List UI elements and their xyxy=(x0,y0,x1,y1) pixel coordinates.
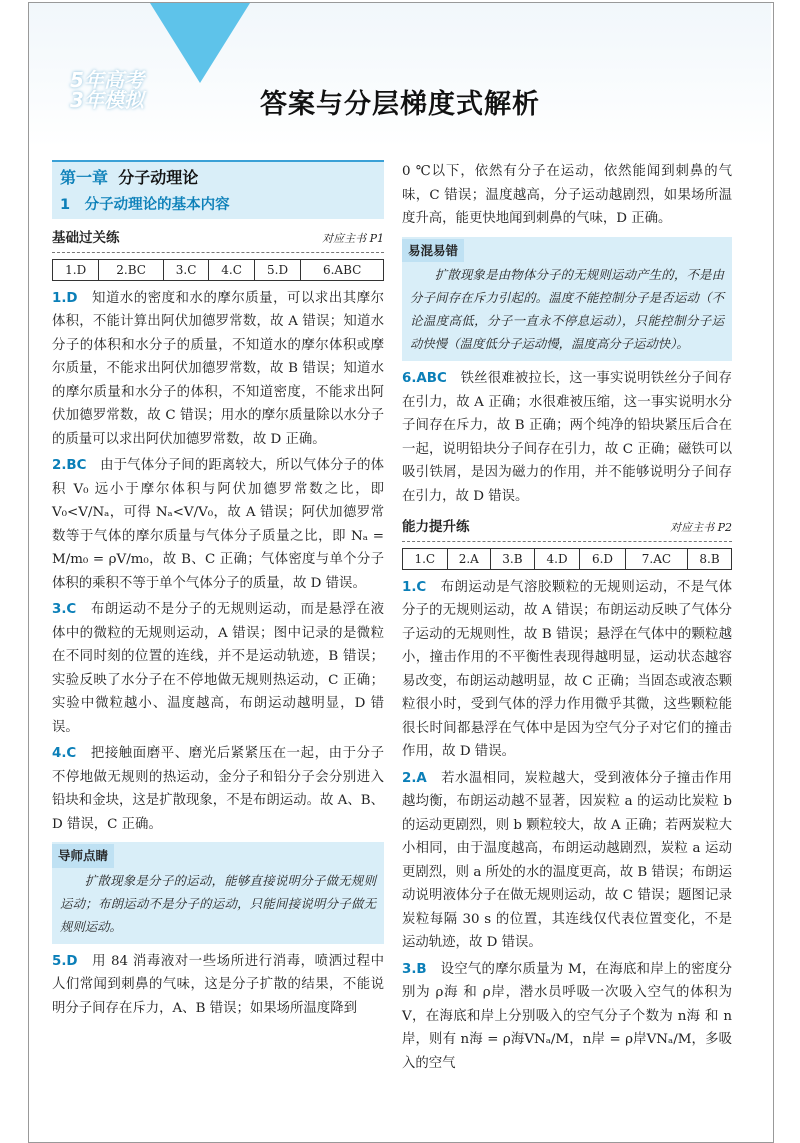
ability-section-name: 能力提升练 xyxy=(402,519,470,535)
explanation-item xyxy=(402,367,732,508)
explanation-item xyxy=(52,454,384,595)
section-title: 1 分子动理论的基本内容 xyxy=(60,196,230,213)
item-number: 2.A xyxy=(402,770,427,786)
item-text: 知道水的密度和水的摩尔质量，可以求出其摩尔体积，不能计算出阿伏加德罗常数，故 A 错误；知道水分子的体积和水分子的质量，不知道水的摩尔体积或摩尔质量，不能求出阿伏加德罗常数，故 B 错误；知道水的摩尔质量和水分子的体积，不知道密度，不能求出阿伏加德罗常数，故 C 错误；用水的摩尔质量除以水分子的质量可以求出阿伏加德罗常数，故 D 正确。 xyxy=(52,290,385,447)
answer-cell: 4.D xyxy=(534,548,579,569)
right-column xyxy=(402,160,732,1075)
tutor-note-tag: 导师点睛 xyxy=(52,844,114,868)
item-text: 铁丝很难被拉长，这一事实说明铁丝分子间存在引力，故 A 正确；水很难被压缩，这一事实说明水分子间存在斥力，故 B 正确；两个纯净的铅块紧压后合在一起，说明铅块分子间存在引力，故 C 正确；磁铁可以吸引铁屑，是因为磁力的作用，并不能够说明分子间存在引力，故 D 错误。 xyxy=(402,371,733,504)
left-column xyxy=(52,160,384,1020)
item-text: 布朗运动是气溶胶颗粒的无规则运动，不是气体分子的无规则运动，故 A 错误；布朗运动反映了气体分子运动的无规则性，故 B 错误；悬浮在气体中的颗粒越小，撞击作用的不平衡性表现得越明显，运动状态越容易改变，布朗运动越明显，故 C 正确；当固态或液态颗粒很小时，受到气体的浮力作用微乎其微，这些颗粒能很长时间都悬浮在气体中是因为空气分子对它们的撞击作用，故 D 错误。 xyxy=(402,579,732,759)
item-number: 1.C xyxy=(402,579,427,595)
item-number: 1.D xyxy=(52,290,78,306)
answer-cell: 1.D xyxy=(53,259,99,280)
chapter-heading xyxy=(52,160,384,219)
answer-cell: 1.C xyxy=(403,548,448,569)
item-number: 3.B xyxy=(402,961,427,977)
ability-section-header xyxy=(402,516,732,542)
answer-cell: 6.ABC xyxy=(301,259,384,280)
item-number: 5.D xyxy=(52,953,78,969)
item-text: 若水温相同，炭粒越大，受到液体分子撞击作用越均衡，布朗运动越不显著，因炭粒 a 的运动比炭粒 b 的运动更剧烈，则 b 颗粒较大，故 A 正确；若两炭粒大小相同，由于温度越高，布朗运动越剧烈，炭粒 a 运动更剧烈，则 a 所处的水的温度更高，故 B 错误；布朗运动说明液体分子在做无规则运动，故 C 错误；题图记录炭粒每隔 30 s 的位置，其连线仅代表位置变化，不是运动轨迹，故 D 错误。 xyxy=(402,770,733,950)
answer-cell: 7.AC xyxy=(625,548,687,569)
logo-line-2: 3年模拟 xyxy=(70,88,144,112)
item-text: 布朗运动不是分子的无规则运动，而是悬浮在液体中的微粒的无规则运动，A 错误；图中记录的是微粒在不同时刻的位置的连线，并不是运动轨迹，B 错误；实验反映了水分子在不停地做无规则热运动，C 正确；实验中微粒越小、温度越高，布朗运动越明显，D 错误。 xyxy=(52,602,385,735)
basic-section-ref: 对应主书 P1 xyxy=(322,232,384,245)
confusion-note-tag: 易混易错 xyxy=(402,239,464,263)
basic-answer-table xyxy=(52,259,384,281)
continued-text: 0 ℃以下，依然有分子在运动，依然能闻到刺鼻的气味，C 错误；温度越高，分子运动越剧烈，如果场所温度升高，能更快地闻到刺鼻的气味，D 正确。 xyxy=(402,164,732,226)
item-text: 把接触面磨平、磨光后紧紧压在一起，由于分子不停地做无规则的热运动，金分子和铅分子会分别进入铅块和金块，这是扩散现象，不是布朗运动。故 A、B、D 错误，C 正确。 xyxy=(52,746,385,832)
confusion-note-box xyxy=(402,237,732,362)
answer-cell: 3.B xyxy=(491,548,535,569)
explanation-item xyxy=(402,576,732,764)
item-text: 用 84 消毒液对一些场所进行消毒，喷洒过程中人们常闻到刺鼻的气味，这是分子扩散的结果，不能说明分子间存在斥力，A、B 错误；如果场所温度降到 xyxy=(52,953,385,1016)
answer-cell: 2.A xyxy=(447,548,490,569)
basic-section-header xyxy=(52,227,384,253)
answer-cell: 6.D xyxy=(580,548,625,569)
confusion-note-text: 扩散现象是由物体分子的无规则运动产生的，不是由分子间存在斥力引起的。温度不能控制分子是否运动（不论温度高低，分子一直永不停息运动），只能控制分子运动快慢（温度低分子运动慢，温度高分子运动快）。 xyxy=(410,267,724,351)
logo-line-1: 5年高考 xyxy=(70,68,144,92)
basic-section-name: 基础过关练 xyxy=(52,230,120,246)
explanation-item xyxy=(52,598,384,739)
item-number: 2.BC xyxy=(52,458,87,473)
ability-answer-table xyxy=(402,548,732,570)
answer-cell: 5.D xyxy=(254,259,300,280)
tutor-note-box xyxy=(52,842,384,944)
item-number: 4.C xyxy=(52,746,77,761)
explanation-item xyxy=(402,767,732,955)
item-number: 3.C xyxy=(52,602,77,617)
answer-cell: 8.B xyxy=(688,548,732,569)
item-text: 设空气的摩尔质量为 M，在海底和岸上的密度分别为 ρ海 和 ρ岸，潜水员呼吸一次吸入空气的体积为 V，在海底和岸上分别吸入的空气分子个数为 n海 和 n岸，则有 n海 = ρ海VNₐ/M，n岸 = ρ岸VNₐ/M，多吸入的空气 xyxy=(402,961,733,1071)
explanation-item xyxy=(402,958,732,1076)
explanation-item xyxy=(52,287,384,452)
answer-cell: 2.BC xyxy=(99,259,163,280)
header-triangle xyxy=(150,3,250,83)
page-title: 答案与分层梯度式解析 xyxy=(260,89,540,120)
tutor-note-text: 扩散现象是分子的运动，能够直接说明分子做无规则运动；布朗运动不是分子的运动，只能间接说明分子做无规则运动。 xyxy=(60,872,376,934)
ability-section-ref: 对应主书 P2 xyxy=(670,521,732,534)
explanation-item xyxy=(52,742,384,836)
chapter-title: 分子动理论 xyxy=(118,168,199,187)
answer-cell: 4.C xyxy=(209,259,254,280)
explanation-item xyxy=(52,950,384,1021)
answer-cell: 3.C xyxy=(163,259,208,280)
item-number: 6.ABC xyxy=(402,371,447,386)
chapter-label: 第一章 xyxy=(60,168,109,187)
item-text: 由于气体分子间的距离较大，所以气体分子的体积 V₀ 远小于摩尔体积与阿伏加德罗常数之比，即 V₀<V/Nₐ，可得 Nₐ<V/V₀，故 A 错误；阿伏加德罗常数等于气体的摩尔质量与气体分子质量之比，即 Nₐ = M/m₀ = ρV/m₀，故 B、C 正确；气体密度与单个分子体积的乘积不等于单个气体分子的质量，故 D 错误。 xyxy=(52,458,385,591)
